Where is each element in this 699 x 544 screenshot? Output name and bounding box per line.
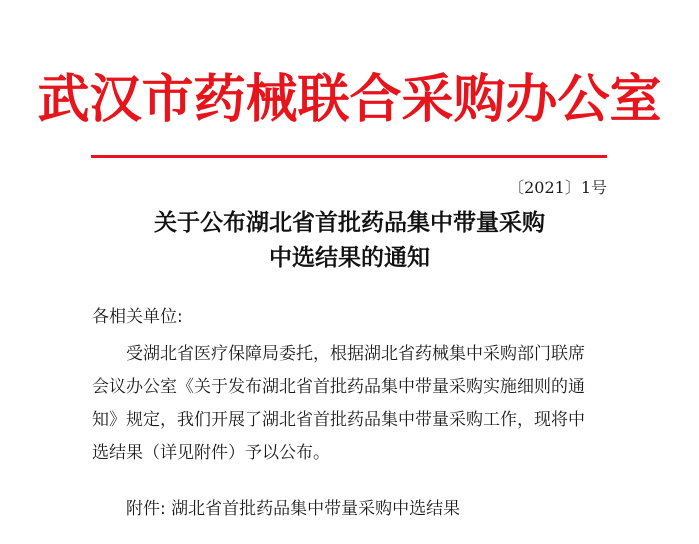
- attachment-note: 附件: 湖北省首批药品集中带量采购中选结果: [126, 499, 461, 519]
- body-paragraph-line: 受湖北省医疗保障局委托，根据湖北省药械集中采购部门联席: [126, 344, 585, 364]
- body-paragraph-line: 知》规定，我们开展了湖北省首批药品集中带量采购工作，现将中: [92, 410, 585, 430]
- document-title-line-2: 中选结果的通知: [269, 244, 430, 271]
- letterhead-title: 武汉市药械联合采购办公室: [37, 69, 662, 130]
- salutation: 各相关单位:: [92, 307, 183, 327]
- letterhead-red-rule: [91, 155, 607, 158]
- body-paragraph-line: 选结果（详见附件）予以公布。: [92, 443, 330, 463]
- document-number: 〔2021〕1号: [508, 178, 607, 197]
- document-title-line-1: 关于公布湖北省首批药品集中带量采购: [154, 209, 545, 236]
- body-paragraph-line: 会议办公室《关于发布湖北省首批药品集中带量采购实施细则的通: [92, 377, 585, 397]
